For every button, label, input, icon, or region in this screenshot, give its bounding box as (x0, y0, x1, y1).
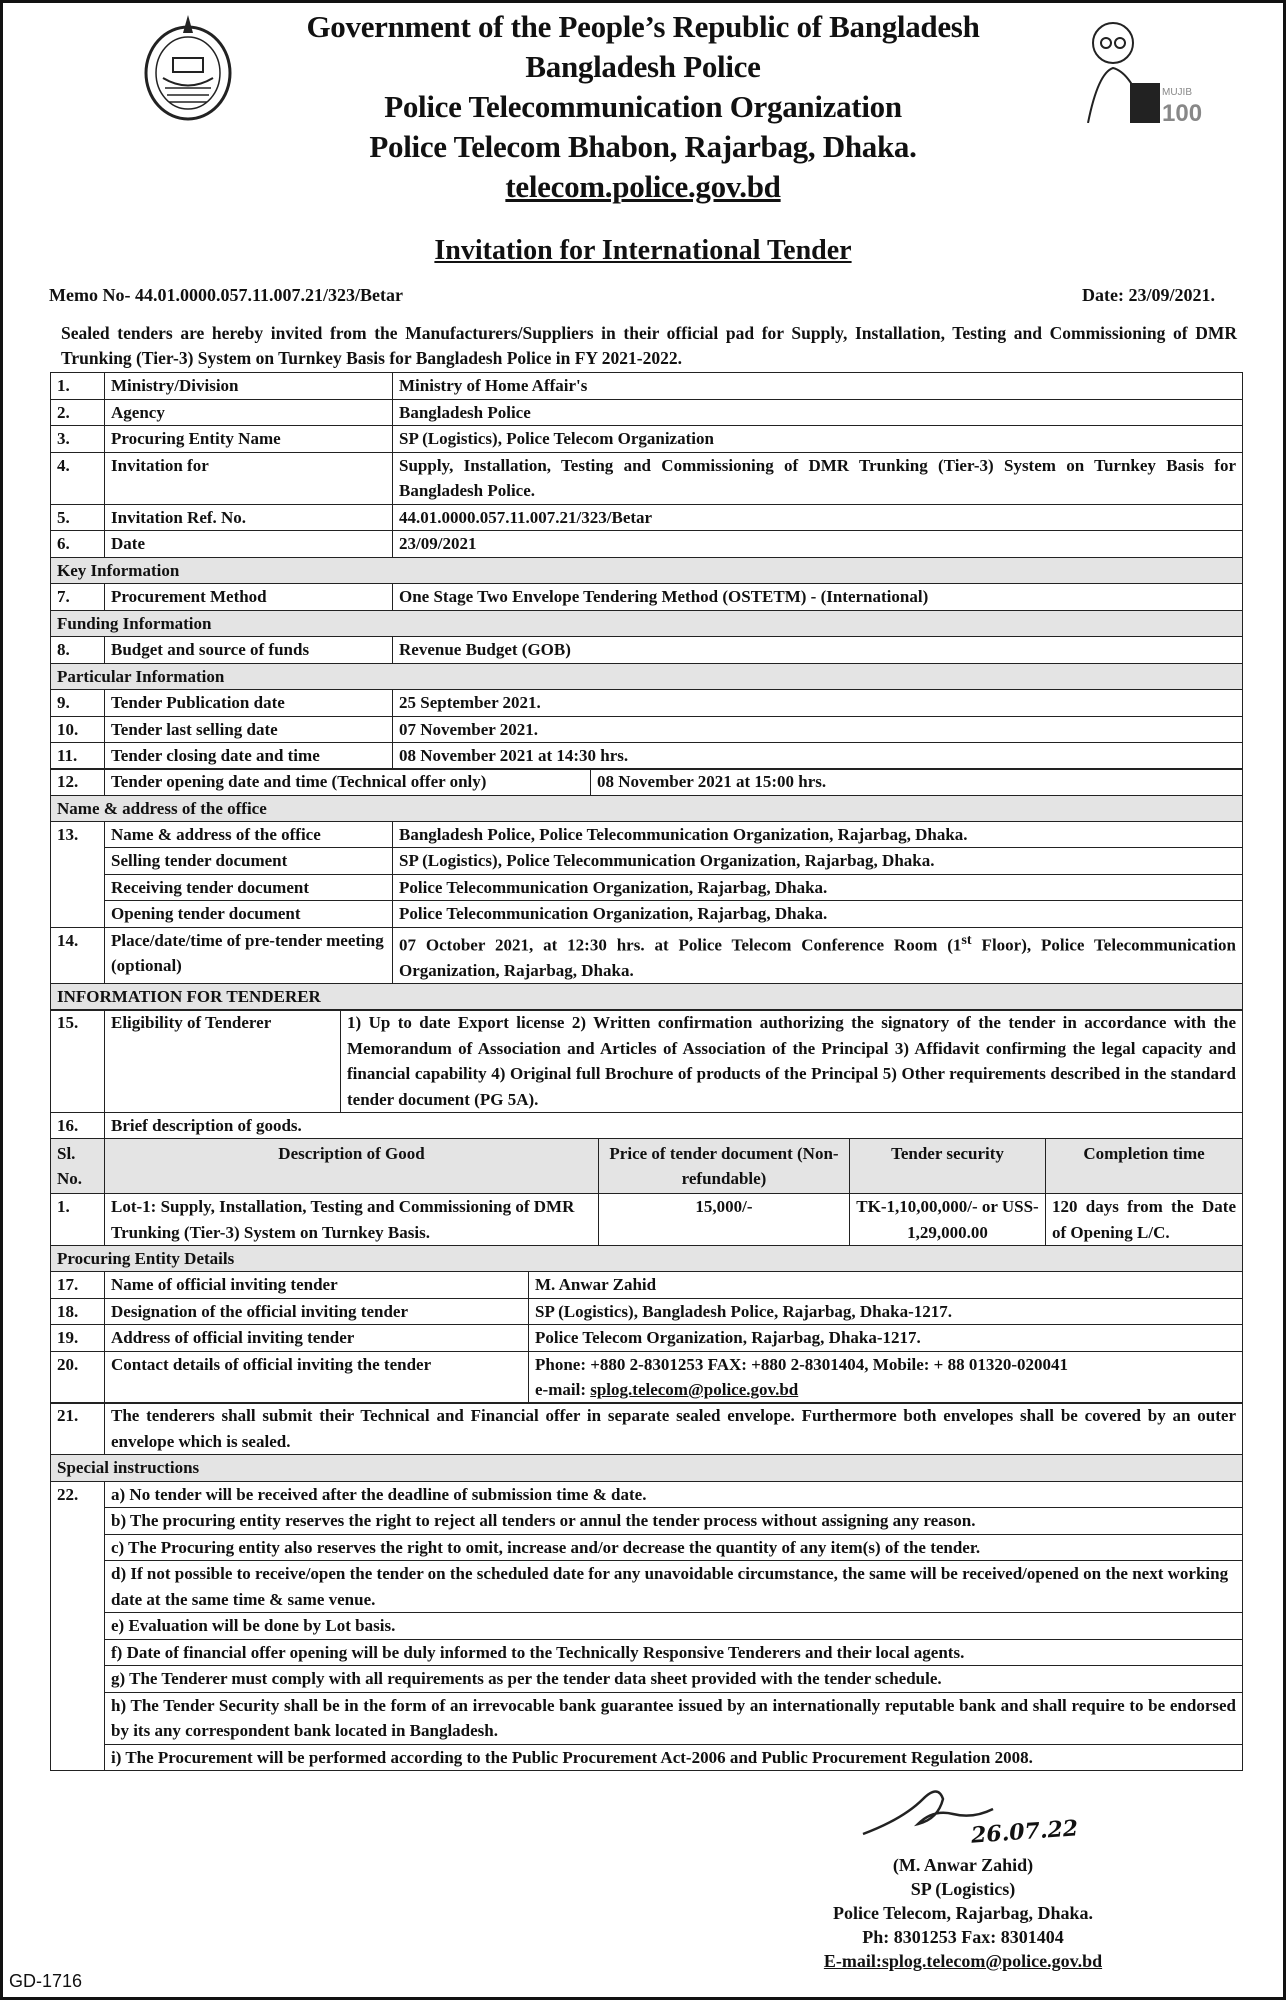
row-value: SP (Logistics), Bangladesh Police, Rajarbag, Dhaka-1217. (529, 1298, 1243, 1325)
table-row (51, 637, 1243, 664)
row-label: Opening tender document (105, 901, 393, 928)
special-instruction-text: e) Evaluation will be done by Lot basis. (105, 1613, 1243, 1640)
goods-completion-time: 120 days from the Date of Opening L/C. (1046, 1194, 1243, 1246)
section-procuring-entity: Procuring Entity Details (51, 1245, 1243, 1272)
row-label: Procuring Entity Name (105, 426, 393, 453)
row-value: Police Telecommunication Organization, Rajarbag, Dhaka. (393, 901, 1243, 928)
table-row (51, 927, 1243, 984)
row-value: Police Telecommunication Organization, Rajarbag, Dhaka. (393, 874, 1243, 901)
row-label: Agency (105, 399, 393, 426)
special-instruction (51, 1481, 1243, 1508)
signature-date: 26.07.22 (970, 1815, 1079, 1849)
special-instruction-text: i) The Procurement will be performed according to the Public Procurement Act-2006 and Public Procurement Regulation 2008. (105, 1744, 1243, 1771)
row-label: Ministry/Division (105, 373, 393, 400)
special-instruction-text: c) The Procuring entity also reserves the right to omit, increase and/or decrease the quantity of any item(s) of the tender. (105, 1534, 1243, 1561)
table-row (51, 531, 1243, 558)
column-header: Price of tender document (Non-refundable) (599, 1139, 850, 1194)
memo-date: Date: 23/09/2021. (1082, 285, 1215, 305)
special-instruction-text: b) The procuring entity reserves the right to reject all tenders or annul the tender process without assigning any reason. (105, 1508, 1243, 1535)
row-value: The tenderers shall submit their Technical and Financial offer in separate sealed envelope. Furthermore both envelopes shall be covered by an outer envelope which is sealed. (105, 1403, 1243, 1455)
table-row (51, 1298, 1243, 1325)
special-instruction (51, 1508, 1243, 1535)
footer-code: GD-1716 (9, 1971, 83, 1991)
row-label: Designation of the official inviting tender (105, 1298, 529, 1325)
tender-details-table (50, 372, 1243, 1771)
table-row (51, 690, 1243, 717)
row-number: 15. (51, 1010, 105, 1113)
row-number: 7. (51, 584, 105, 611)
row-value: 08 November 2021 at 14:30 hrs. (393, 743, 1243, 770)
row-number: 6. (51, 531, 105, 558)
table-row (51, 426, 1243, 453)
row-number: 9. (51, 690, 105, 717)
table-row (51, 1272, 1243, 1299)
row-value: SP (Logistics), Police Telecommunication Organization, Rajarbag, Dhaka. (393, 848, 1243, 875)
table-row (51, 1113, 1243, 1140)
special-instruction (51, 1534, 1243, 1561)
table-row (51, 743, 1243, 770)
column-header: Tender security (850, 1139, 1046, 1194)
row-number: 1. (51, 373, 105, 400)
goods-header-row (51, 1139, 1243, 1194)
special-instruction (51, 1666, 1243, 1693)
signatory-office: Police Telecom, Rajarbag, Dhaka. (833, 1903, 1093, 1923)
row-label: Eligibility of Tenderer (105, 1010, 341, 1113)
table-row (51, 874, 1243, 901)
memo-number: Memo No- 44.01.0000.057.11.007.21/323/Betar (49, 285, 403, 305)
goods-row (51, 1194, 1243, 1246)
row-label: Budget and source of funds (105, 637, 393, 664)
section-special-instructions: Special instructions (51, 1455, 1243, 1482)
table-row (51, 1325, 1243, 1352)
row-number: 17. (51, 1272, 105, 1299)
special-instruction-text: d) If not possible to receive/open the tender on the scheduled date for any unavoidable circumstance, the same will be received/opened on the next working date at the same time & same venue. (105, 1561, 1243, 1613)
goods-security: TK-1,10,00,000/- or USS-1,29,000.00 (850, 1194, 1046, 1246)
special-instruction-text: g) The Tenderer must comply with all requirements as per the tender data sheet provided with the tender schedule. (105, 1666, 1243, 1693)
row-value: Supply, Installation, Testing and Commissioning of DMR Trunking (Tier-3) System on Turnkey Basis for Bangladesh Police. (393, 452, 1243, 504)
signatory-phone: Ph: 8301253 Fax: 8301404 (862, 1927, 1064, 1947)
row-number: 22. (51, 1481, 105, 1771)
section-key-information: Key Information (51, 557, 1243, 584)
row-value: SP (Logistics), Police Telecom Organization (393, 426, 1243, 453)
special-instruction-text: f) Date of financial offer opening will be duly informed to the Technically Responsive Tenderers and their local agents. (105, 1639, 1243, 1666)
row-label: Selling tender document (105, 848, 393, 875)
section-header (51, 1455, 1243, 1482)
header-line-police: Bangladesh Police (525, 49, 761, 84)
table-row (51, 769, 1243, 796)
header-website-link[interactable]: telecom.police.gov.bd (505, 169, 781, 204)
goods-description: Lot-1: Supply, Installation, Testing and Commissioning of DMR Trunking (Tier-3) System on Turnkey Basis. (105, 1194, 599, 1246)
row-label: Tender Publication date (105, 690, 393, 717)
special-instruction (51, 1639, 1243, 1666)
row-value: Bangladesh Police (393, 399, 1243, 426)
goods-price: 15,000/- (599, 1194, 850, 1246)
row-number: 12. (51, 769, 105, 796)
section-header (51, 795, 1243, 822)
section-funding-information: Funding Information (51, 610, 1243, 637)
row-number: 2. (51, 399, 105, 426)
row-label: Brief description of goods. (105, 1113, 1243, 1140)
table-row (51, 1403, 1243, 1455)
header-line-organization: Police Telecommunication Organization (384, 89, 902, 124)
row-value: 07 November 2021. (393, 716, 1243, 743)
section-information-for-tenderer: INFORMATION FOR TENDERER (51, 984, 1243, 1011)
row-number: 4. (51, 452, 105, 504)
row-value: 23/09/2021 (393, 531, 1243, 558)
signatory-designation: SP (Logistics) (910, 1879, 1016, 1899)
table-row (51, 1351, 1243, 1403)
meeting-text-rest: Floor), Police Telecommunication Organization, Rajarbag, Dhaka. (399, 935, 1237, 980)
row-label: Place/date/time of pre-tender meeting (optional) (105, 927, 393, 984)
table-row (51, 901, 1243, 928)
row-number: 21. (51, 1403, 105, 1455)
row-number: 20. (51, 1351, 105, 1403)
column-header: Description of Good (105, 1139, 599, 1194)
ordinal-suffix: st (961, 931, 972, 948)
row-number: 8. (51, 637, 105, 664)
signature-block (763, 1853, 1163, 1973)
row-label: Tender last selling date (105, 716, 393, 743)
row-value: Ministry of Home Affair's (393, 373, 1243, 400)
row-label: Invitation for (105, 452, 393, 504)
row-number: 18. (51, 1298, 105, 1325)
header-line-government: Government of the People’s Republic of Bangladesh (306, 9, 980, 44)
row-value (393, 927, 1243, 984)
section-header (51, 984, 1243, 1011)
table-row (51, 584, 1243, 611)
row-number: 14. (51, 927, 105, 984)
signatory-email-link[interactable]: E-mail:splog.telecom@police.gov.bd (823, 1951, 1103, 1971)
row-label: Invitation Ref. No. (105, 504, 393, 531)
section-particular-information: Particular Information (51, 663, 1243, 690)
table-row (51, 373, 1243, 400)
special-instruction-text: a) No tender will be received after the deadline of submission time & date. (105, 1481, 1243, 1508)
table-row (51, 399, 1243, 426)
special-instruction (51, 1744, 1243, 1771)
goods-serial: 1. (51, 1194, 105, 1246)
row-label: Date (105, 531, 393, 558)
section-header (51, 1245, 1243, 1272)
column-header: Sl. No. (51, 1139, 105, 1194)
table-row (51, 504, 1243, 531)
row-value: 08 November 2021 at 15:00 hrs. (591, 769, 1243, 796)
goods-table (50, 1138, 1243, 1246)
row-number: 3. (51, 426, 105, 453)
special-instruction (51, 1561, 1243, 1613)
meeting-text: 07 October 2021, at 12:30 hrs. at Police Telecom Conference Room (1 (399, 935, 962, 955)
row-label: Name of official inviting tender (105, 1272, 529, 1299)
section-header (51, 557, 1243, 584)
table-row (51, 1010, 1243, 1113)
email-label: e-mail: (535, 1380, 591, 1400)
contact-phone: Phone: +880 2-8301253 FAX: +880 2-8301404, Mobile: + 88 01320-020041 (535, 1354, 1069, 1374)
svg-text:100: 100 (1162, 100, 1203, 123)
row-value: One Stage Two Envelope Tendering Method (OSTETM) - (International) (393, 584, 1243, 611)
table-row (51, 452, 1243, 504)
row-label: Address of official inviting tender (105, 1325, 529, 1352)
row-value: Revenue Budget (GOB) (393, 637, 1243, 664)
column-header: Completion time (1046, 1139, 1243, 1194)
row-label: Tender closing date and time (105, 743, 393, 770)
row-value: M. Anwar Zahid (529, 1272, 1243, 1299)
row-label: Contact details of official inviting the tender (105, 1351, 529, 1403)
row-value: 1) Up to date Export license 2) Written confirmation authorizing the signatory of the tender in accordance with the Memorandum of Association and Articles of Association of the Principal 3) Affidavit confirming the legal capacity and financial capability 4) Original full Brochure of products of the Principal 5) Other requirements described in the standard tender document (PG 5A). (341, 1010, 1243, 1113)
row-label: Tender opening date and time (Technical offer only) (105, 769, 591, 796)
document-title: Invitation for International Tender (434, 235, 852, 266)
row-value: Police Telecom Organization, Rajarbag, Dhaka-1217. (529, 1325, 1243, 1352)
special-instruction (51, 1692, 1243, 1744)
section-header (51, 610, 1243, 637)
row-number: 16. (51, 1113, 105, 1140)
table-row (51, 716, 1243, 743)
row-value: 44.01.0000.057.11.007.21/323/Betar (393, 504, 1243, 531)
special-instruction (51, 1613, 1243, 1640)
row-number: 11. (51, 743, 105, 770)
row-number: 10. (51, 716, 105, 743)
table-row (51, 821, 1243, 848)
row-value: 25 September 2021. (393, 690, 1243, 717)
signatory-name: (M. Anwar Zahid) (892, 1855, 1034, 1875)
row-number: 5. (51, 504, 105, 531)
row-number: 19. (51, 1325, 105, 1352)
table-row (51, 848, 1243, 875)
special-instruction-text: h) The Tender Security shall be in the form of an irrevocable bank guarantee issued by an internationally reputable bank and shall require to be endorsed by its any correspondent bank located in Bangladesh. (105, 1692, 1243, 1744)
row-number: 13. (51, 821, 105, 927)
row-label: Name & address of the office (105, 821, 393, 848)
row-value: Bangladesh Police, Police Telecommunication Organization, Rajarbag, Dhaka. (393, 821, 1243, 848)
contact-email-link[interactable]: splog.telecom@police.gov.bd (590, 1380, 799, 1400)
row-label: Receiving tender document (105, 874, 393, 901)
intro-paragraph: Sealed tenders are hereby invited from the Manufacturers/Suppliers in their official pad for Supply, Installation, Testing and Commissioning of DMR Trunking (Tier-3) System on Turnkey Basis for Bangladesh Police in FY 2021-2022. (61, 323, 1237, 368)
letterhead (3, 7, 1283, 207)
row-label: Procurement Method (105, 584, 393, 611)
row-value (529, 1351, 1243, 1403)
section-office-address: Name & address of the office (51, 795, 1243, 822)
section-header (51, 663, 1243, 690)
svg-text:MUJIB: MUJIB (1162, 87, 1192, 98)
header-line-address: Police Telecom Bhabon, Rajarbag, Dhaka. (369, 129, 917, 164)
